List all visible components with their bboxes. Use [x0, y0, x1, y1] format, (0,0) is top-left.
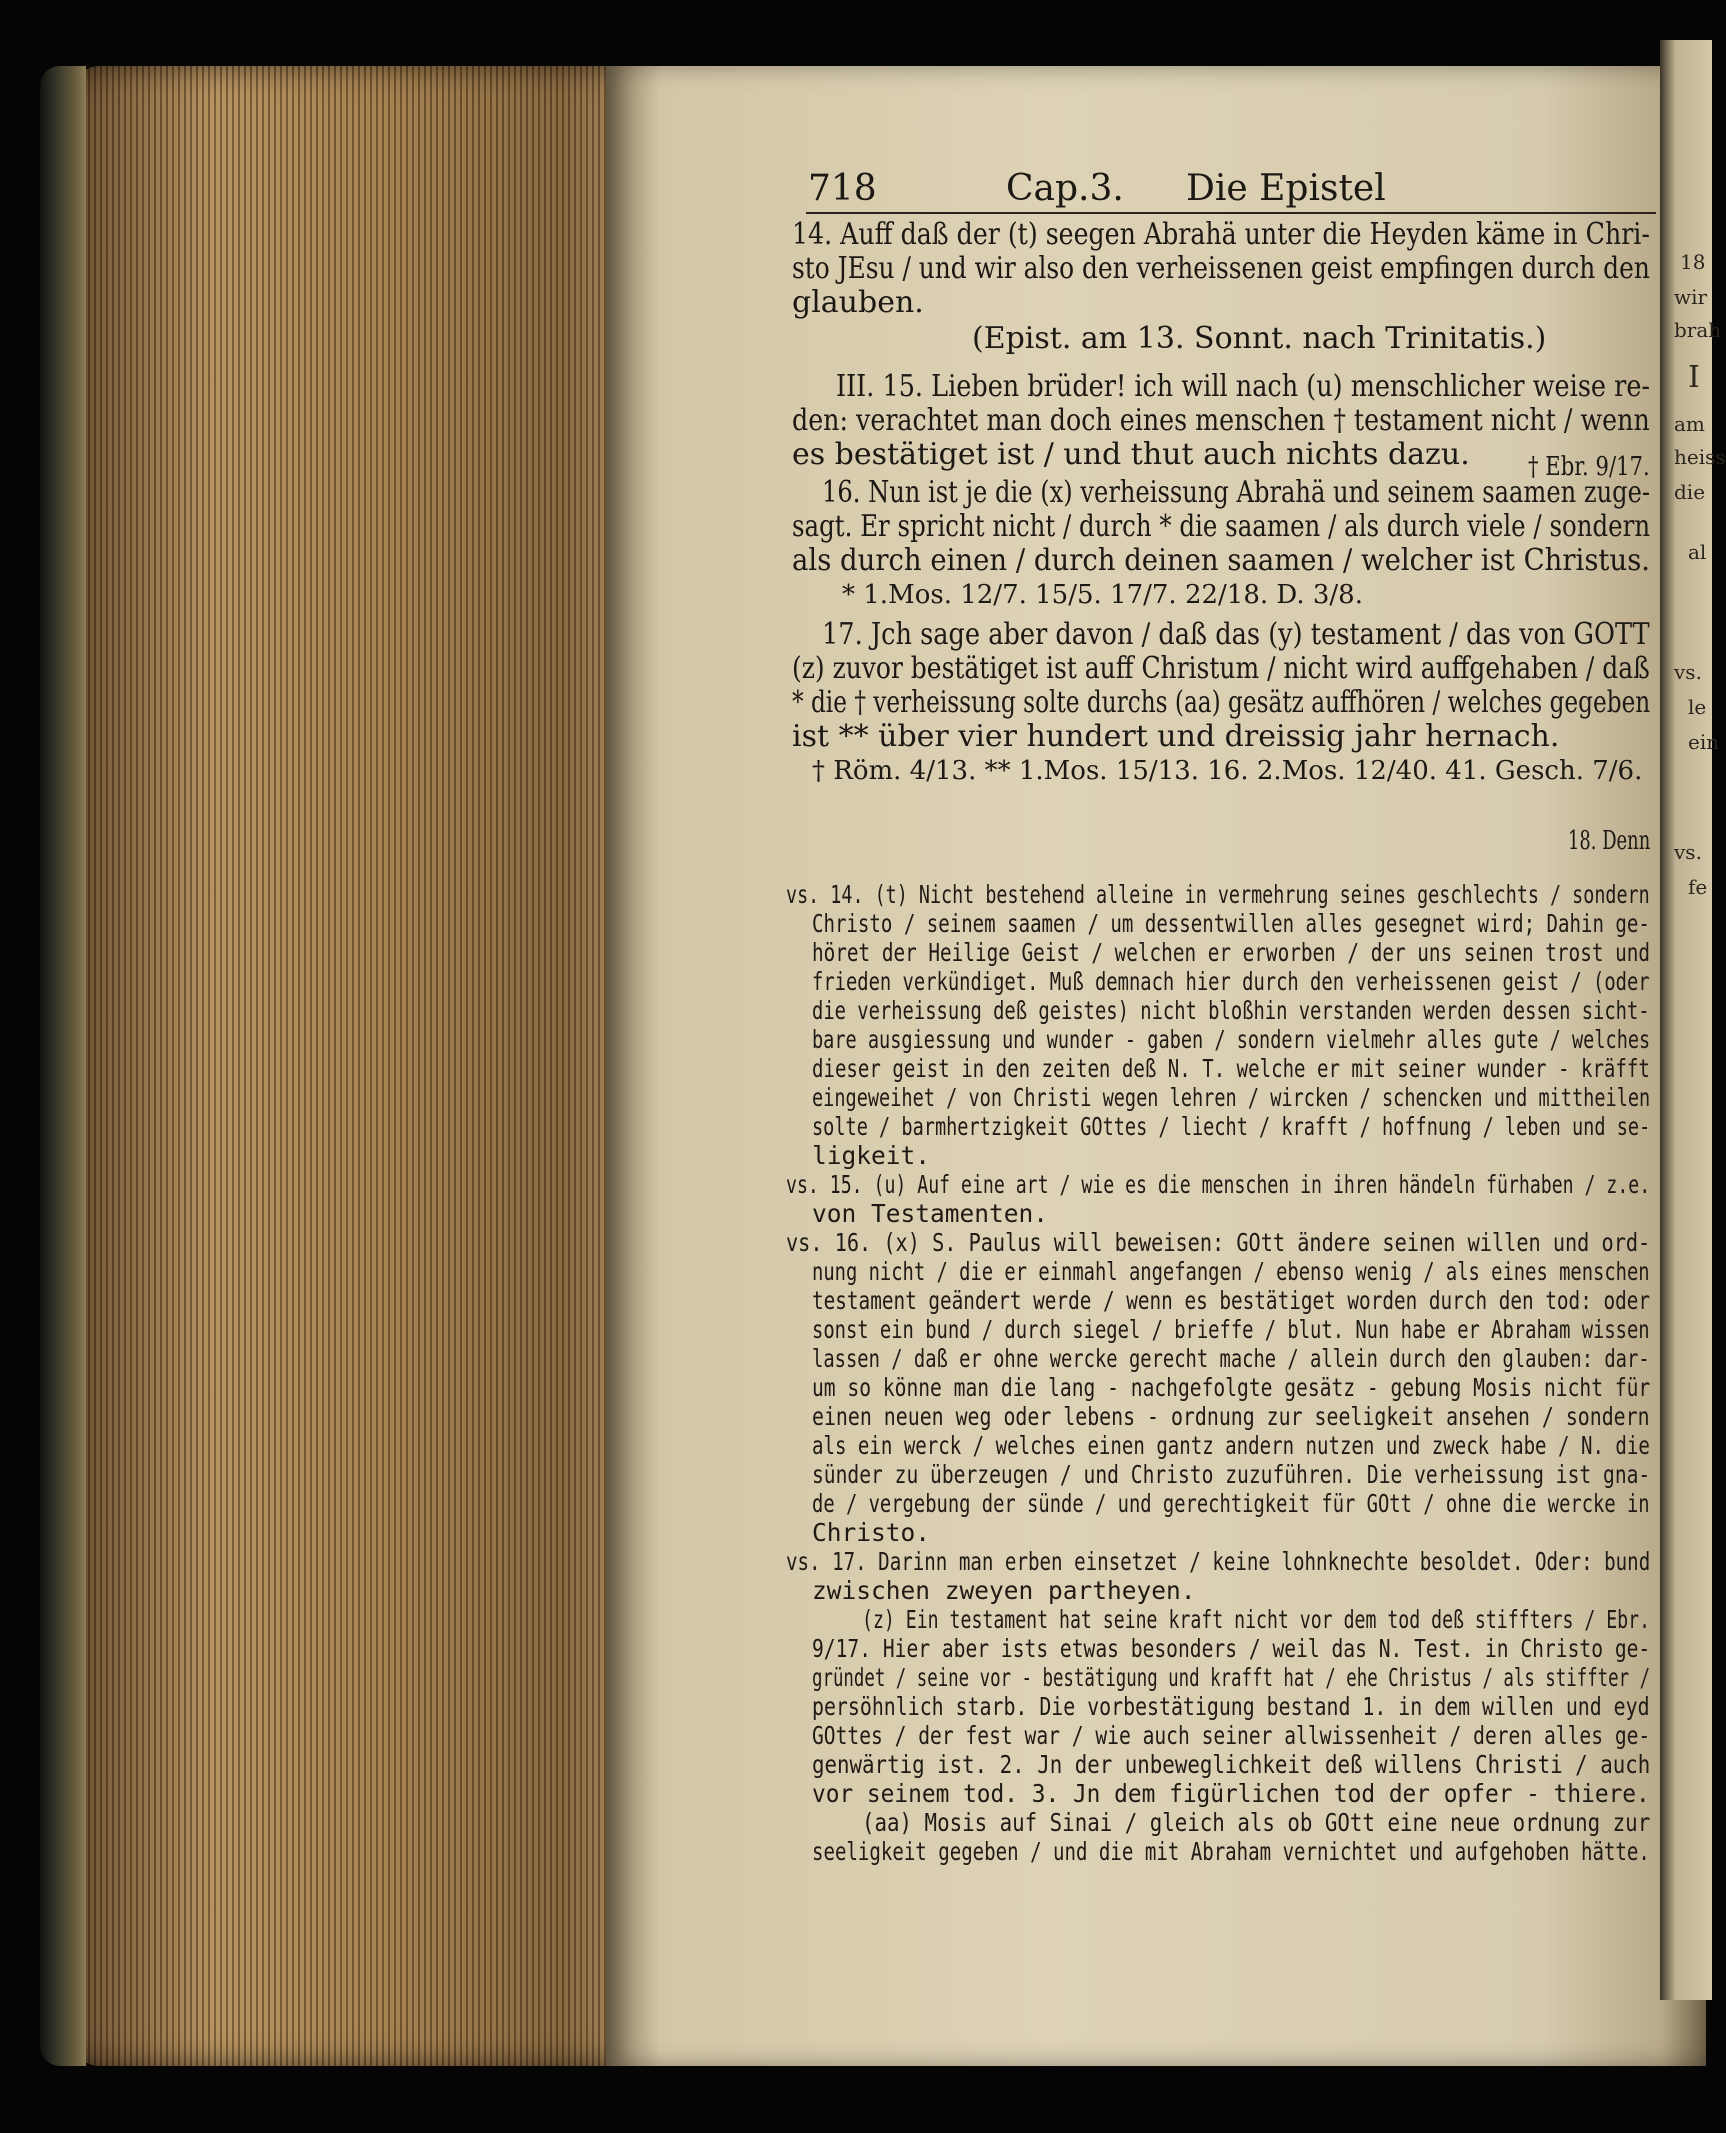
- page-number: 718: [808, 168, 877, 209]
- running-title: Die Epistel: [1186, 168, 1386, 209]
- verse-line: (z) zuvor bestätiget ist auff Christum / nicht wird auffgehaben / daß: [792, 651, 1650, 686]
- note-line: vs. 16. (x) S. Paulus will beweisen: GOtt ändere seinen willen und ord-: [786, 1228, 1651, 1257]
- note-line: bare ausgiessung und wunder - gaben / sondern vielmehr alles gute / welches: [812, 1025, 1651, 1054]
- note-line: dieser geist in den zeiten deß N. T. welche er mit seiner wunder - kräfft: [812, 1054, 1650, 1083]
- facing-fragment: heiss: [1674, 445, 1726, 469]
- note-line: GOttes / der fest war / wie auch seiner allwissenheit / deren alles ge-: [812, 1721, 1651, 1750]
- note-line: frieden verkündiget. Muß demnach hier durch den verheissenen geist / (oder: [812, 967, 1650, 996]
- note-line: höret der Heilige Geist / welchen er erworben / der uns seinen trost und: [812, 938, 1651, 967]
- facing-fragment: vs.: [1674, 840, 1702, 864]
- note-line: als ein werck / welches einen gantz andern nutzen und zweck habe / N. die: [812, 1431, 1650, 1460]
- facing-fragment: ein: [1688, 730, 1720, 754]
- cross-reference: * 1.Mos. 12/7. 15/5. 17/7. 22/18. D. 3/8.: [842, 580, 1363, 610]
- verse-line: den: verachtet man doch eines menschen † testament nicht / wenn: [792, 403, 1650, 438]
- note-line: (aa) Mosis auf Sinai / gleich als ob GOtt eine neue ordnung zur: [862, 1808, 1651, 1837]
- note-line: eingeweihet / von Christi wegen lehren / wircken / schencken und mittheilen: [812, 1083, 1651, 1112]
- note-line: vs. 14. (t) Nicht bestehend alleine in vermehrung seines geschlechts / sondern: [786, 880, 1650, 909]
- note-line: vor seinem tod. 3. Jn dem figürlichen tod der opfer - thiere.: [812, 1779, 1650, 1808]
- note-line: de / vergebung der sünde / und gerechtigkeit für GOtt / ohne die wercke in: [812, 1489, 1650, 1518]
- book-spine: [40, 66, 86, 2066]
- verse-line: 17. Jch sage aber davon / daß das (y) testament / das von GOTT: [822, 617, 1650, 652]
- note-line: vs. 17. Darinn man erben einsetzet / keine lohnknechte besoldet. Oder: bund: [786, 1547, 1651, 1576]
- facing-fragment: vs.: [1674, 660, 1702, 684]
- note-line: seeligkeit gegeben / und die mit Abraham vernichtet und aufgehoben hätte.: [812, 1837, 1650, 1866]
- note-line: (z) Ein testament hat seine kraft nicht vor dem tod deß stiffters / Ebr.: [862, 1605, 1651, 1634]
- note-line: gründet / seine vor - bestätigung und krafft hat / ehe Christus / als stiffter /: [812, 1663, 1651, 1692]
- note-line: solte / barmhertzigkeit GOttes / liecht / krafft / hoffnung / leben und se-: [812, 1112, 1651, 1141]
- facing-fragment: brah: [1674, 318, 1722, 342]
- note-line: um so könne man die lang - nachgefolgte gesätz - gebung Mosis nicht für: [812, 1373, 1651, 1402]
- chapter-label: Cap.3.: [1006, 168, 1124, 209]
- note-line: ligkeit.: [812, 1141, 931, 1170]
- verse-line: als durch einen / durch deinen saamen / welcher ist Christus.: [792, 543, 1651, 578]
- cross-reference: † Röm. 4/13. ** 1.Mos. 15/13. 16. 2.Mos. 12/40. 41. Gesch. 7/6.: [812, 756, 1643, 786]
- page-edges: [70, 66, 648, 2066]
- facing-fragment: 18: [1680, 250, 1706, 274]
- verse-line: glauben.: [792, 285, 924, 320]
- note-line: einen neuen weg oder lebens - ordnung zur seeligkeit ansehen / sondern: [812, 1402, 1650, 1431]
- note-line: nung nicht / die er einmahl angefangen / ebenso wenig / als eines menschen: [812, 1257, 1650, 1286]
- note-line: sonst ein bund / durch siegel / brieffe / blut. Nun habe er Abraham wissen: [812, 1315, 1650, 1344]
- verse-line: ist ** über vier hundert und dreissig jahr hernach.: [792, 719, 1560, 754]
- note-line: lassen / daß er ohne wercke gerecht mache / allein durch den glauben: dar-: [812, 1344, 1650, 1373]
- note-line: die verheissung deß geistes) nicht bloßhin verstanden werden dessen sicht-: [812, 996, 1650, 1025]
- note-line: vs. 15. (u) Auf eine art / wie es die menschen in ihren händeln fürhaben / z.e.: [786, 1170, 1651, 1199]
- facing-fragment: le: [1688, 695, 1707, 719]
- facing-fragment: al: [1688, 540, 1707, 564]
- note-line: sünder zu überzeugen / und Christo zuzuführen. Die verheissung ist gna-: [812, 1460, 1651, 1489]
- facing-page-edge: [1660, 40, 1726, 2000]
- verse-line: * die † verheissung solte durchs (aa) gesätz auffhören / welches gegeben: [792, 685, 1651, 720]
- verse-line: es bestätiget ist / und thut auch nichts dazu.: [792, 437, 1470, 472]
- note-line: von Testamenten.: [812, 1199, 1049, 1228]
- facing-fragment: wir: [1674, 285, 1708, 309]
- verse-line: 14. Auff daß der (t) seegen Abrahä unter die Heyden käme in Chri-: [792, 217, 1650, 252]
- catchword: 18. Denn: [1568, 826, 1651, 856]
- verse-line: sto JEsu / und wir also den verheissenen geist empfingen durch den: [792, 251, 1650, 286]
- note-line: 9/17. Hier aber ists etwas besonders / weil das N. Test. in Christo ge-: [812, 1634, 1651, 1663]
- note-line: testament geändert werde / wenn es bestätiget worden durch den tod: oder: [812, 1286, 1651, 1315]
- note-line: genwärtig ist. 2. Jn der unbeweglichkeit deß willens Christi / auch: [812, 1750, 1651, 1779]
- facing-fragment: die: [1674, 480, 1706, 504]
- pericope-heading: (Epist. am 13. Sonnt. nach Trinitatis.): [972, 321, 1547, 356]
- note-line: Christo.: [812, 1518, 931, 1547]
- facing-fragment: fe: [1688, 875, 1708, 899]
- note-line: Christo / seinem saamen / um dessentwillen alles gesegnet wird; Dahin ge-: [812, 909, 1650, 938]
- facing-fragment: I: [1688, 360, 1700, 395]
- running-header: [806, 168, 1656, 214]
- verse-line: sagt. Er spricht nicht / durch * die saamen / als durch viele / sondern: [792, 509, 1651, 544]
- note-line: zwischen zweyen partheyen.: [812, 1576, 1196, 1605]
- verse-line: III. 15. Lieben brüder! ich will nach (u) menschlicher weise re-: [836, 369, 1651, 404]
- note-line: persöhnlich starb. Die vorbestätigung bestand 1. in dem willen und eyd: [812, 1692, 1650, 1721]
- facing-fragment: am: [1674, 412, 1705, 436]
- cross-reference: † Ebr. 9/17.: [1528, 452, 1650, 482]
- verse-line: 16. Nun ist je die (x) verheissung Abrahä und seinem saamen zuge-: [822, 475, 1651, 510]
